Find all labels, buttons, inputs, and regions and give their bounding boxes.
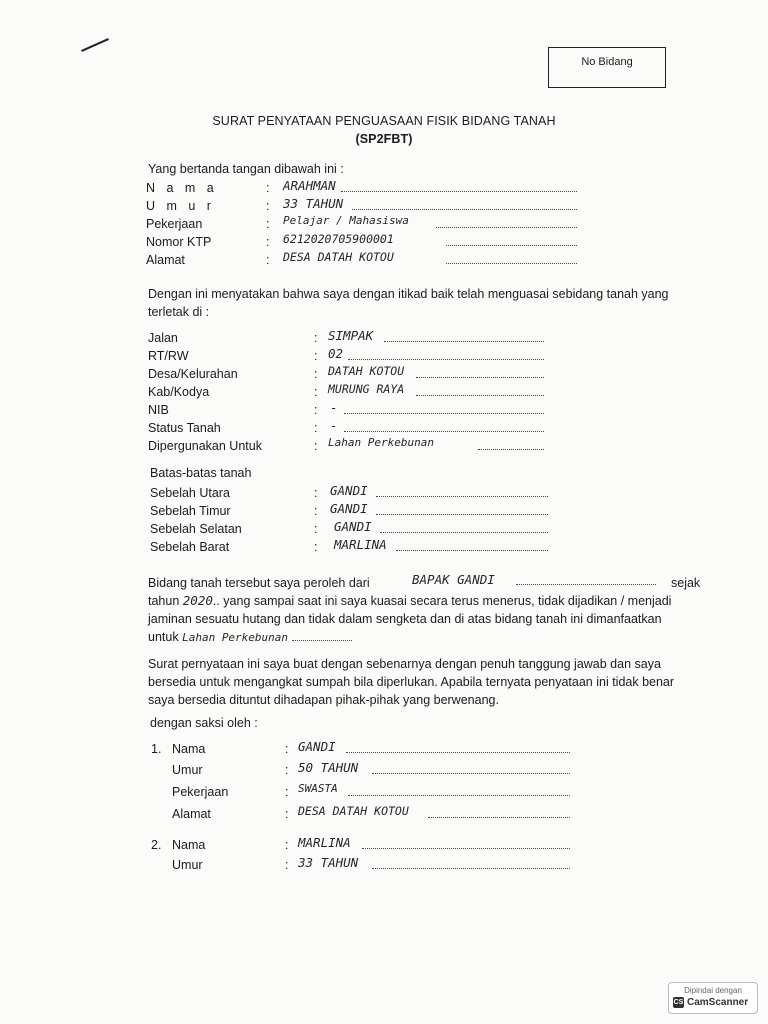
land-row-nib: NIB : - <box>148 403 548 421</box>
field-label: Sebelah Selatan <box>150 522 242 536</box>
land-row-status: Status Tanah : - <box>148 421 548 439</box>
field-value: DESA DATAH KOTOU <box>283 250 394 264</box>
witness-1-pekerjaan: Pekerjaan : SWASTA <box>172 785 582 803</box>
acquisition-paragraph <box>148 574 708 646</box>
land-row-rtrw: RT/RW : 02 <box>148 349 548 367</box>
witness-2-umur: Umur : 33 TAHUN <box>172 858 582 876</box>
field-label: Alamat <box>146 253 185 267</box>
statement-line-1: Dengan ini menyatakan bahwa saya dengan itikad baik telah menguasai sebidang tanah yang <box>148 287 669 301</box>
no-bidang-box <box>548 47 666 88</box>
land-row-desa: Desa/Kelurahan : DATAH KOTOU <box>148 367 548 385</box>
pen-stroke-mark <box>81 38 109 52</box>
acq-text-2: .. yang sampai saat ini saya kuasai secara terus menerus, tidak dijadikan / menjadi <box>212 594 672 608</box>
witness-1-umur: Umur : 50 TAHUN <box>172 763 582 781</box>
signer-row-umur: U m u r : 33 TAHUN <box>146 199 586 217</box>
field-label: U m u r <box>146 199 215 213</box>
field-value: DESA DATAH KOTOU <box>298 804 409 818</box>
field-label: Status Tanah <box>148 421 221 435</box>
field-value: GANDI <box>330 483 368 498</box>
statement-line-2: terletak di : <box>148 305 210 319</box>
field-label: Sebelah Barat <box>150 540 230 554</box>
field-label: Pekerjaan <box>172 785 229 799</box>
field-value: Pelajar / Mahasiswa <box>283 214 409 227</box>
signer-row-nama: N a m a : ARAHMAN <box>146 181 586 199</box>
field-label: Kab/Kodya <box>148 385 210 399</box>
acq-year-value: 2020 <box>182 593 213 608</box>
field-value: 6212020705900001 <box>283 232 394 246</box>
witness-1-nama: Nama : GANDI <box>172 742 582 760</box>
field-label: Umur <box>172 858 203 872</box>
acq-text-tahun: tahun <box>148 594 180 608</box>
acq-text-sejak: sejak <box>671 576 701 590</box>
field-label: Nama <box>172 742 206 756</box>
field-label: Sebelah Utara <box>150 486 230 500</box>
acq-text-untuk: untuk <box>148 630 179 644</box>
camscanner-logo-icon: CS <box>673 999 684 1006</box>
field-value: 02 <box>328 346 344 361</box>
signer-row-pekerjaan: Pekerjaan : Pelajar / Mahasiswa <box>146 217 586 235</box>
field-value: - <box>330 400 338 415</box>
watermark-caption: Dipindai dengan <box>684 986 742 995</box>
witness-number: 2. <box>151 838 162 852</box>
field-label: RT/RW <box>148 349 189 363</box>
land-row-jalan: Jalan : SIMPAK <box>148 331 548 349</box>
field-value: - <box>330 418 338 433</box>
document-title: SURAT PENYATAAN PENGUASAAN FISIK BIDANG TANAH <box>212 114 556 128</box>
acq-text-1: Bidang tanah tersebut saya peroleh dari <box>148 576 370 590</box>
no-bidang-label: No Bidang <box>581 56 633 68</box>
field-value: DATAH KOTOU <box>328 364 405 378</box>
closing-line: bersedia untuk mengangkat sumpah bila diperlukan. Apabila ternyata penyataan ini tidak benar <box>148 675 675 689</box>
batas-row-barat: Sebelah Barat : MARLINA <box>150 540 550 558</box>
acq-purpose-value: Lahan Perkebunan <box>182 631 289 644</box>
closing-paragraph <box>148 655 718 709</box>
closing-line: saya bersedia dituntut dihadapan pihak-pihak yang berwenang. <box>148 693 499 707</box>
signer-row-ktp: Nomor KTP : 6212020705900001 <box>146 235 586 253</box>
field-label: Sebelah Timur <box>150 504 231 518</box>
watermark-brand <box>673 997 753 1008</box>
land-row-penggunaan: Dipergunakan Untuk : Lahan Perkebunan <box>148 439 548 457</box>
field-label: Alamat <box>172 807 211 821</box>
field-value: ARAHMAN <box>283 178 336 193</box>
field-value: 50 TAHUN <box>298 760 359 775</box>
field-value: MARLINA <box>298 835 351 850</box>
field-value: GANDI <box>330 501 368 516</box>
acq-from-value: BAPAK GANDI <box>412 572 495 587</box>
field-label: Desa/Kelurahan <box>148 367 238 381</box>
witness-1-alamat: Alamat : DESA DATAH KOTOU <box>172 807 582 825</box>
field-label: Nama <box>172 838 206 852</box>
field-value: 33 TAHUN <box>283 196 344 211</box>
field-value: GANDI <box>334 519 372 534</box>
field-label: Jalan <box>148 331 178 345</box>
field-label: Nomor KTP <box>146 235 212 249</box>
field-label: Pekerjaan <box>146 217 203 231</box>
field-label: NIB <box>148 403 169 417</box>
batas-row-utara: Sebelah Utara : GANDI <box>150 486 550 504</box>
document-subtitle: (SP2FBT) <box>355 132 413 146</box>
batas-row-timur: Sebelah Timur : GANDI <box>150 504 550 522</box>
signer-row-alamat: Alamat : DESA DATAH KOTOU <box>146 253 586 271</box>
batas-heading: Batas-batas tanah <box>150 466 252 480</box>
field-label: N a m a <box>146 181 218 195</box>
watermark-brand-name: CamScanner <box>687 997 749 1008</box>
field-value: MARLINA <box>334 537 387 552</box>
batas-row-selatan: Sebelah Selatan : GANDI <box>150 522 550 540</box>
field-value: 33 TAHUN <box>298 855 359 870</box>
witness-heading: dengan saksi oleh : <box>150 716 258 730</box>
field-value: SWASTA <box>298 782 338 795</box>
land-row-kab: Kab/Kodya : MURUNG RAYA <box>148 385 548 403</box>
witness-2-nama: Nama : MARLINA <box>172 838 582 856</box>
field-value: GANDI <box>298 739 336 754</box>
camscanner-watermark <box>668 982 758 1014</box>
field-value: MURUNG RAYA <box>328 382 405 396</box>
intro-text: Yang bertanda tangan dibawah ini : <box>148 162 344 176</box>
field-label: Dipergunakan Untuk <box>148 439 262 453</box>
closing-line: Surat pernyataan ini saya buat dengan sebenarnya dengan penuh tanggung jawab dan saya <box>148 657 661 671</box>
witness-number: 1. <box>151 742 162 756</box>
field-value: SIMPAK <box>328 328 374 343</box>
field-label: Umur <box>172 763 203 777</box>
field-value: Lahan Perkebunan <box>328 436 434 449</box>
acq-text-3: jaminan sesuatu hutang dan tidak dalam sengketa dan di atas bidang tanah ini dimanfaatkan <box>148 612 662 626</box>
